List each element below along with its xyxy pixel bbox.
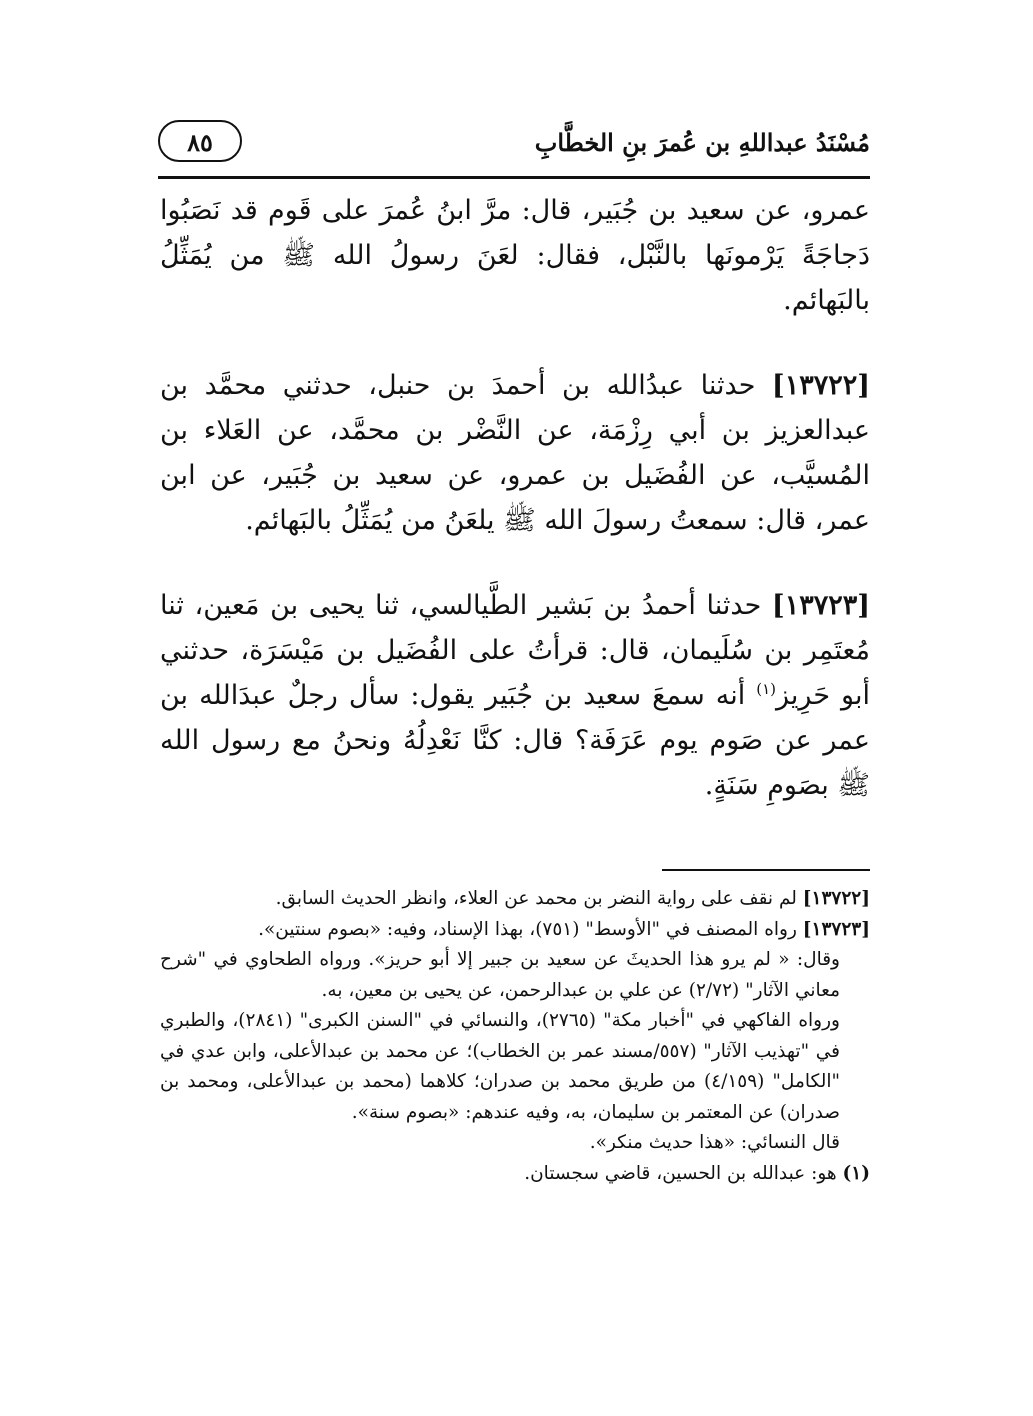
footnote-marker: (١) (842, 1162, 870, 1184)
hadith-13723 (160, 583, 870, 808)
paragraph-text: عمرو، عن سعيد بن جُبَير، قال: مرَّ ابنُ عُمرَ على قَوم قد نَصَبُوا دَجاجَةً يَرْمونَها بالنَّبْل، فقال: لعَنَ رسولُ الله ﷺ من يُمَثِّلُ بالبَهائم. (160, 195, 870, 316)
footnote-continuation (160, 945, 870, 1006)
footnote-reference: (١) (756, 680, 777, 698)
footnote-continuation (160, 1128, 870, 1159)
footnote-1 (160, 1159, 870, 1190)
footnote-text: ورواه الفاكهي في "أخبار مكة" (٢٧٦٥)، والنسائي في "السنن الكبرى" (٢٨٤١)، والطبري في "تهذيب الآثار" (٥٥٧/مسند عمر بن الخطاب)؛ عن محمد بن عبدالأعلى، وابن عدي في "الكامل" (٤/١٥٩) من طريق محمد بن صدران؛ كلاهما (محمد بن عبدالأعلى، ومحمد بن صدران) عن المعتمر بن سليمان، به، وفيه عندهم: «بصوم سنة». (160, 1010, 840, 1123)
page-header (158, 118, 870, 170)
footnote-marker: [١٣٧٢٢] (802, 888, 870, 909)
header-divider (158, 176, 870, 179)
hadith-number: [١٣٧٢٢] (771, 370, 870, 401)
footnote-text: لم نقف على رواية النضر بن محمد عن العلاء، وانظر الحديث السابق. (275, 888, 803, 909)
footnotes (160, 884, 870, 1189)
footnote-continuation (160, 1006, 870, 1128)
footnote-divider (662, 869, 870, 871)
hadith-number: [١٣٧٢٣] (771, 590, 870, 621)
paragraph-continuation (160, 188, 870, 323)
footnote-text: قال النسائي: «هذا حديث منكر». (589, 1132, 840, 1153)
footnote-text: رواه المصنف في "الأوسط" (٧٥١)، بهذا الإسناد، وفيه: «بصوم سنتين». (258, 918, 803, 940)
page-number: ٨٥ (158, 120, 242, 162)
footnote-13722 (160, 884, 870, 915)
footnote-text: هو: عبدالله بن الحسين، قاضي سجستان. (524, 1162, 843, 1184)
main-text (160, 188, 870, 808)
paragraph-text: حدثنا أحمدُ بن بَشير الطَّيالسي، ثنا يحيى بن مَعين، ثنا مُعتَمِر بن سُلَيمان، قال: قرأتُ على الفُضَيل بن مَيْسَرَة، حدثني أبو حَرِيز (160, 590, 870, 711)
paragraph-text: أنه سمعَ سعيد بن جُبَير يقول: سأل رجلٌ عبدَالله بن عمر عن صَوم يوم عَرَفَة؟ قال: كنَّا نَعْدِلُهُ ونحنُ مع رسول الله ﷺ بصَومِ سَنَةٍ. (160, 680, 870, 801)
footnote-text: وقال: « لم يرو هذا الحديثَ عن سعيد بن جبير إلا أبو حريز». ورواه الطحاوي في "شرح معاني الآثار" (٢/٧٢) عن علي بن عبدالرحمن، عن يحيى بن معين، به. (160, 949, 840, 1001)
footnote-13723 (160, 915, 870, 946)
hadith-13722 (160, 363, 870, 543)
paragraph-text: حدثنا عبدُالله بن أحمدَ بن حنبل، حدثني محمَّد بن عبدالعزيز بن أبي رِزْمَة، عن النَّضْر بن محمَّد، عن العَلاء بن المُسيَّب، عن الفُضَيل بن عمرو، عن سعيد بن جُبَير، عن ابن عمر، قال: سمعتُ رسولَ الله ﷺ يلعَنُ من يُمَثِّلُ بالبَهائم. (160, 370, 870, 536)
running-title: مُسْنَدُ عبداللهِ بن عُمرَ بنِ الخطَّابِ (534, 128, 870, 157)
footnote-marker: [١٣٧٢٣] (802, 918, 870, 940)
